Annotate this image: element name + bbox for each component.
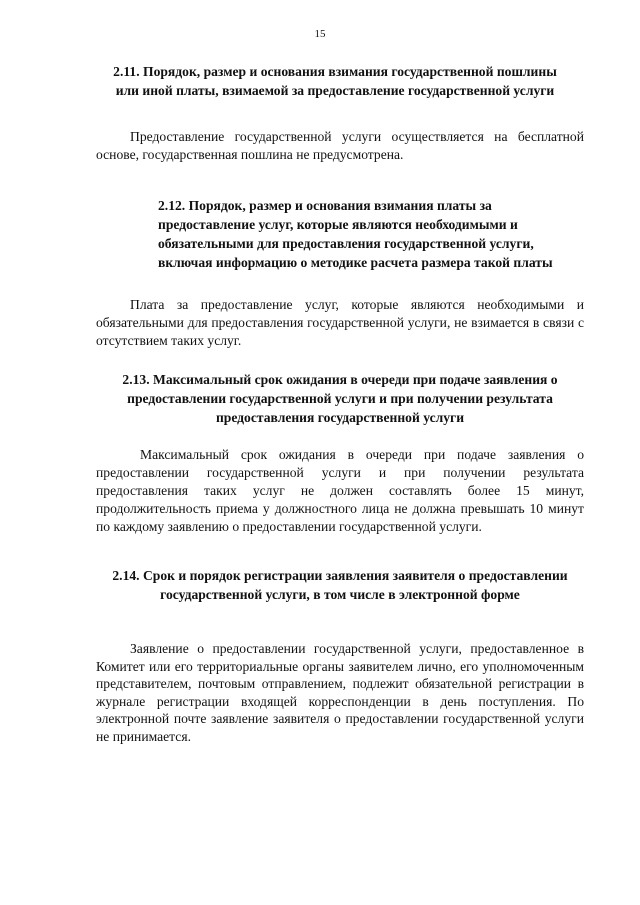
section-heading: 2.14. Срок и порядок регистрации заявления заявителя о предоставлении государственной услуги, в том числе в электронной форме [112, 568, 568, 602]
section-heading: 2.13. Максимальный срок ожидания в очереди при подаче заявления о предоставлении государственной услуги и при получении результата предоставления государственной услуги [122, 372, 558, 425]
page-number: 15 [314, 28, 326, 40]
section-heading: 2.11. Порядок, размер и основания взимания государственной пошлины или иной платы, взимаемой за предоставление государственной услуги [113, 64, 557, 98]
section-body: Предоставление государственной услуги осуществляется на бесплатной основе, государственная пошлина не предусмотрена. [96, 129, 584, 162]
section-2-13-body-wrap [96, 446, 584, 536]
section-2-14 [108, 566, 572, 604]
section-body: Заявление о предоставлении государственной услуги, предоставленное в Комитет или его территориальные органы заявителем лично, его уполномоченным представителем, почтовым отправлением, подлежит обязательной регистрации в журнале регистрации входящей корреспонденции в день поступления. По электронной почте заявление заявителя о предоставлении государственной услуги не принимается. [96, 641, 584, 744]
section-2-12-body-wrap [96, 296, 584, 350]
section-2-11-body-wrap [96, 128, 584, 164]
section-2-13 [96, 370, 584, 427]
section-2-11 [112, 62, 558, 100]
section-2-14-body-wrap [96, 640, 584, 745]
section-heading: 2.12. Порядок, размер и основания взимания платы за предоставление услуг, которые являются необходимыми и обязательными для предоставления государственной услуги, включая информацию о методике расчета размера такой платы [158, 198, 553, 270]
section-2-12 [158, 196, 580, 272]
section-body: Плата за предоставление услуг, которые являются необходимыми и обязательными для предоставления государственной услуги, не взимается в связи с отсутствием таких услуг. [96, 297, 584, 348]
section-body: Максимальный срок ожидания в очереди при подаче заявления о предоставлении государственной услуги и при получении результата предоставления таких услуг не должен составлять более 15 минут, продолжительность приема у должностного лица не должна превышать 10 минут по каждому заявлению о предоставлении государственной услуги. [96, 447, 584, 534]
